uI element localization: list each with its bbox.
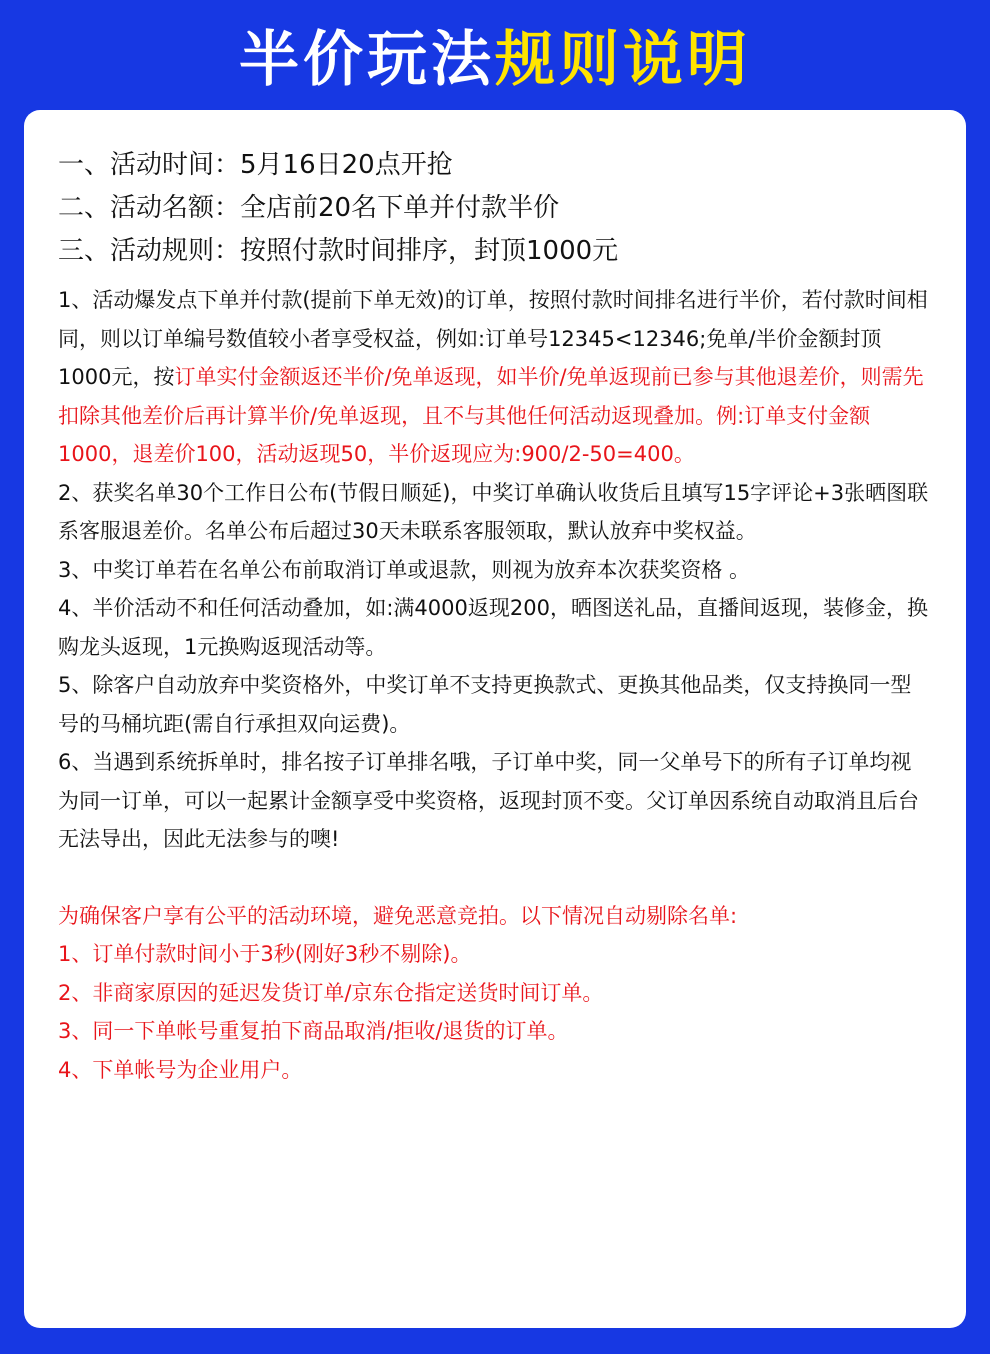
page-title-part2: 规则说明 xyxy=(495,25,751,95)
rule-item-1-highlight: 订单实付金额返还半价/免单返现，如半价/免单返现前已参与其他退差价，则需先扣除其他差价后再计算半价/免单返现，且不与其他任何活动返现叠加。例:订单支付金额1000，退差价100，活动返现50，半价返现应为:900/2-50=400。 xyxy=(58,365,924,466)
summary-activity-rule: 三、活动规则：按照付款时间排序，封顶1000元 xyxy=(58,236,619,266)
rule-item-3: 3、中奖订单若在名单公布前取消订单或退款，则视为放弃本次获奖资格 。 xyxy=(58,557,751,582)
exclusion-intro: 为确保客户享有公平的活动环境，避免恶意竞拍。以下情况自动剔除名单: xyxy=(58,903,738,928)
summary-activity-time: 一、活动时间：5月16日20点开抢 xyxy=(58,150,453,180)
rule-item-1 xyxy=(58,281,932,474)
exclusion-item-4: 4、下单帐号为企业用户。 xyxy=(58,1057,303,1082)
exclusion-item-1: 1、订单付款时间小于3秒(刚好3秒不剔除)。 xyxy=(58,942,472,966)
exclusion-block xyxy=(58,897,932,1090)
rule-item-1-text: 1、活动爆发点下单并付款(提前下单无效)的订单，按照付款时间排名进行半价，若付款时间相同，则以订单编号数值较小者享受权益，例如:订单号12345<12346;免单/半价金额封顶1000元，按 xyxy=(58,288,928,389)
summary-block xyxy=(58,144,932,273)
page-title-part1: 半价玩法 xyxy=(239,25,495,95)
rule-item-2: 2、获奖名单30个工作日公布(节假日顺延)，中奖订单确认收货后且填写15字评论+3张晒图联系客服退差价。名单公布后超过30天未联系客服领取，默认放弃中奖权益。 xyxy=(58,480,929,543)
page-title xyxy=(0,0,990,110)
summary-activity-quota: 二、活动名额：全店前20名下单并付款半价 xyxy=(58,193,560,223)
rules-card xyxy=(24,110,966,1328)
exclusion-item-2: 2、非商家原因的延迟发货订单/京东仓指定送货时间订单。 xyxy=(58,980,604,1005)
exclusion-item-3: 3、同一下单帐号重复拍下商品取消/拒收/退货的订单。 xyxy=(58,1019,569,1043)
rule-item-4: 4、半价活动不和任何活动叠加，如:满4000返现200，晒图送礼品，直播间返现，装修金，换购龙头返现，1元换购返现活动等。 xyxy=(58,596,928,659)
rule-item-6: 6、当遇到系统拆单时，排名按子订单排名哦，子订单中奖，同一父单号下的所有子订单均视为同一订单，可以一起累计金额享受中奖资格，返现封顶不变。父订单因系统自动取消且后台无法导出，因此无法参与的噢! xyxy=(58,750,919,851)
rules-list xyxy=(58,281,932,859)
rule-item-5: 5、除客户自动放弃中奖资格外，中奖订单不支持更换款式、更换其他品类，仅支持换同一型号的马桶坑距(需自行承担双向运费)。 xyxy=(58,673,912,736)
